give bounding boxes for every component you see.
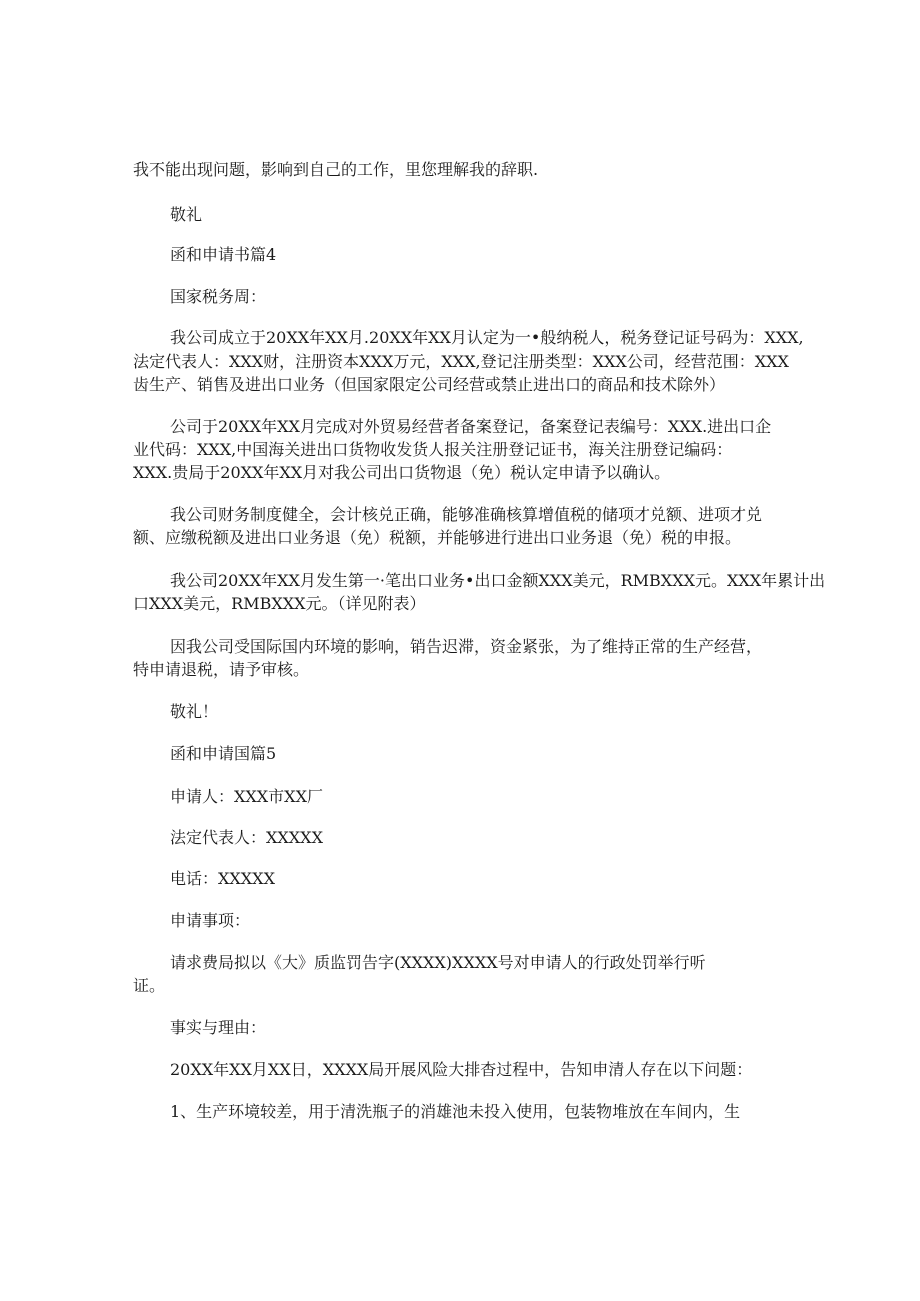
paragraph-line: 证。 (133, 976, 166, 995)
phone-line: 电话：XXXXX (170, 869, 275, 888)
paragraph-line: 请求费局拟以《大》质监罚告字(XXXX)XXXX号对申请人的行政处罚举行听 (170, 953, 706, 972)
request-item-label: 申请事项： (170, 911, 251, 930)
section-title: 函和申请国篇5 (170, 744, 277, 763)
paragraph-line: 我公司20XX年XX月发生第一·笔出口业务•出口金额XXX美元，RMBXXX元。XXX年累计出 (170, 571, 826, 590)
paragraph-line: 业代码：XXX,中国海关进出口货物收发货人报关注册登记证书，海关注册登记编码： (133, 440, 733, 459)
closing-salutation: 敬礼！ (170, 702, 219, 721)
paragraph-line: 1、生产环境较差，用于清洗瓶子的消雄池未投入使用，包装物堆放在车间内，生 (170, 1102, 741, 1121)
paragraph-line: 额、应缴税额及进出口业务退（免）税额，并能够进行进出口业务退（免）税的申报。 (133, 528, 742, 547)
text-line: 我不能出现问题，影响到自己的工作，里您理解我的辞职. (133, 160, 539, 179)
paragraph-line: 20XX年XX月XX日，XXXX局开展风险大排杳过程中，告知申清人存在以下问题： (170, 1060, 753, 1079)
paragraph-line: 我公司成立于20XX年XX月.20XX年XX月认定为一•般纳税人，税务登记证号码为：XXX, (170, 328, 804, 347)
paragraph-line: 特申请退税，请予审核。 (133, 660, 310, 679)
facts-label: 事实与理由： (170, 1018, 267, 1037)
paragraph-line: 因我公司受国际国内环境的影响，销告迟滞，资金紧张，为了维持正常的生产经营， (170, 637, 763, 656)
paragraph-line: 齿生产、销售及进出口业务（但国家限定公司经营或禁止进出口的商品和技术除外） (133, 375, 726, 394)
paragraph-line: XXX.贵局于20XX年XX月对我公司出口货物退（免）税认定申请予以确认。 (133, 463, 671, 482)
paragraph-line: 法定代表人：XXX财，注册资本XXX万元，XXX,登记注册类型：XXX公司，经营范围：XXX (133, 352, 789, 371)
addressee: 国家税务周： (170, 287, 267, 306)
paragraph-line: 口XXX美元，RMBXXX元。（详见附表） (133, 594, 426, 613)
section-title: 函和申请书篇4 (170, 245, 277, 264)
paragraph-line: 公司于20XX年XX月完成对外贸易经营者备案登记，备案登记表编号：XXX.进出口企 (170, 417, 772, 436)
applicant-line: 申请人：XXX市XX厂 (170, 787, 323, 806)
paragraph-line: 我公司财务制度健全，会计核兑正确，能够准确核算增值税的储项才兑额、进项才兑 (170, 505, 763, 524)
closing-salutation: 敬礼 (170, 205, 203, 224)
legal-representative-line: 法定代表人：XXXXX (170, 828, 323, 847)
